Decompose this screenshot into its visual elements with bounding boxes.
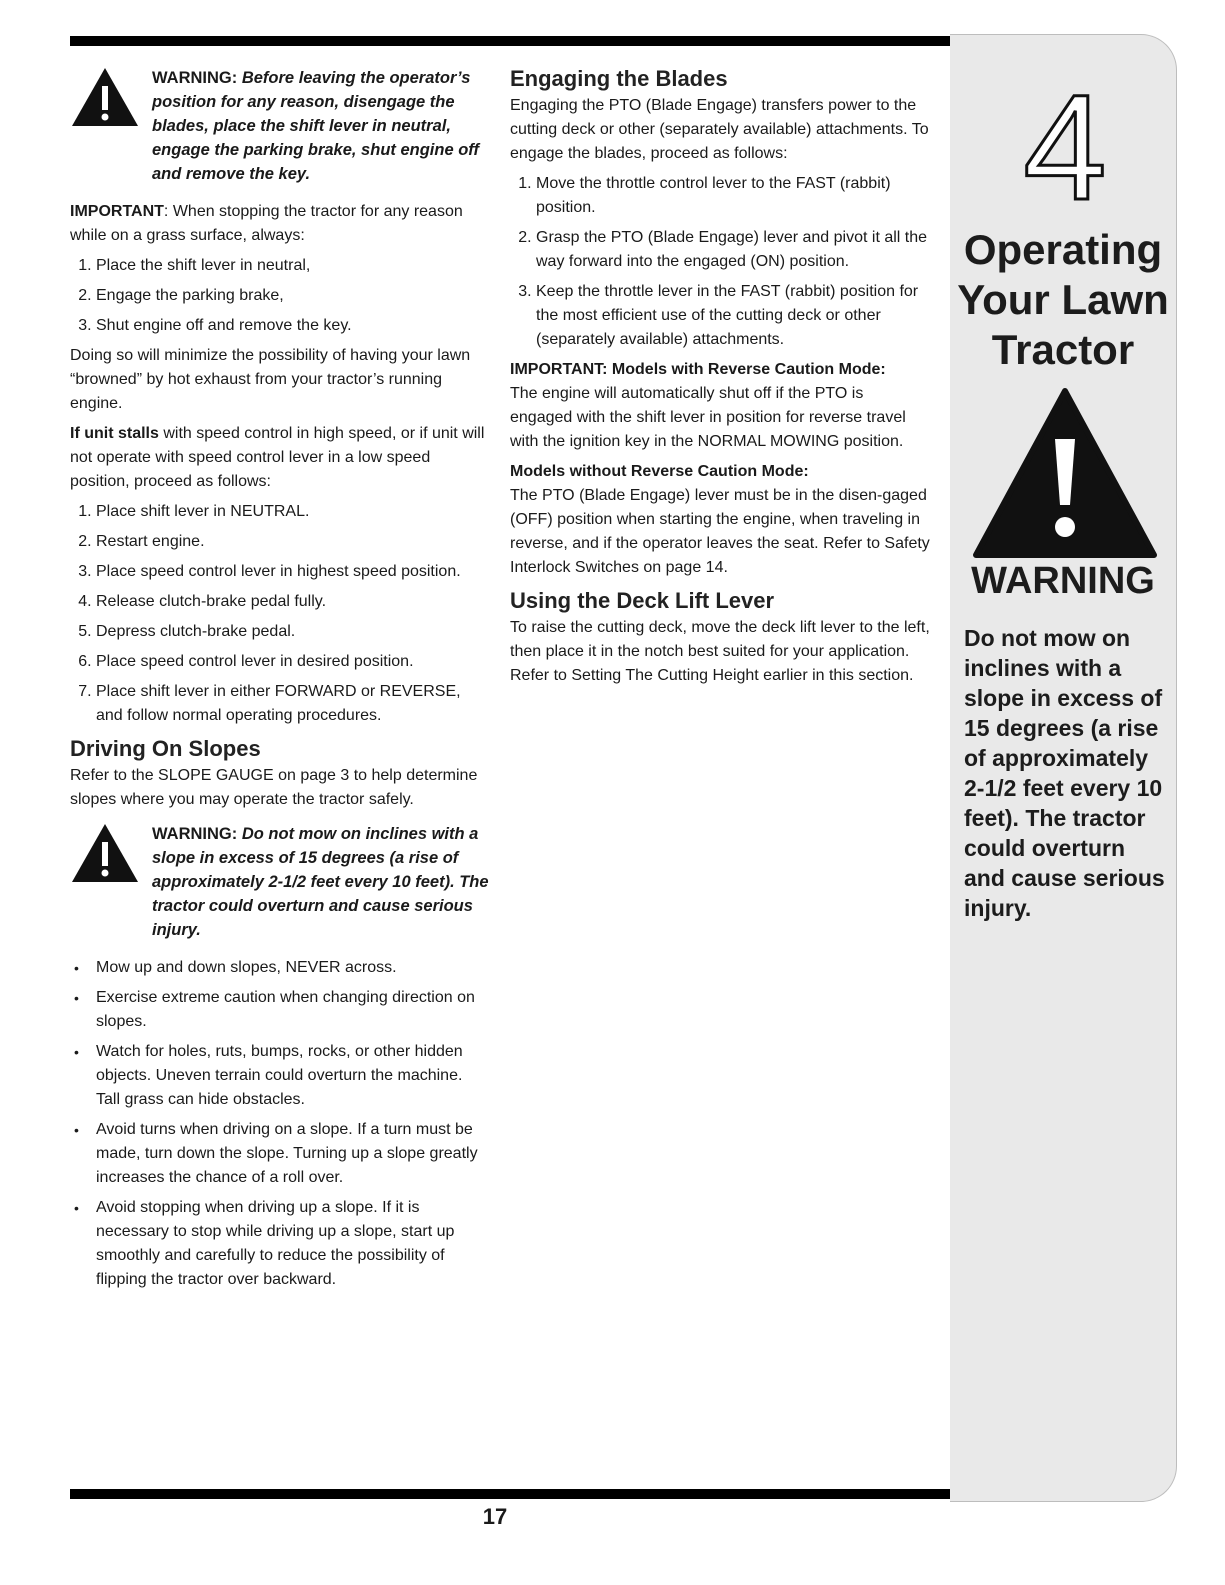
list-item: 2. Grasp the PTO (Blade Engage) lever and pivot it all the way forward into the engaged (ON) position.: [536, 226, 930, 274]
sidebar-warning-text: Do not mow on inclines with a slope in excess of 15 degrees (a rise of approximately 2-1/2 feet every 10 feet). The tractor could overturn and cause serious injury.: [964, 625, 1165, 921]
list-item: 5. Depress clutch-brake pedal.: [96, 620, 490, 644]
list-item: • Mow up and down slopes, NEVER across.: [96, 956, 490, 980]
list-item: • Avoid stopping when driving up a slope. If it is necessary to stop while driving up a slope, start up smoothly and carefully to reduce the possibility of flipping the tractor over backward.: [96, 1196, 490, 1292]
list-item: 7. Place shift lever in either FORWARD or REVERSE, and follow normal operating procedures.: [96, 680, 490, 728]
warning-label: WARNING:: [152, 825, 238, 843]
engaging-steps-list: [510, 172, 930, 352]
section-heading-deck-lift: Using the Deck Lift Lever: [510, 588, 775, 613]
list-item: 3. Shut engine off and remove the key.: [96, 314, 490, 338]
chapter-sidebar: [950, 34, 1177, 1502]
section-heading-driving-slopes: Driving On Slopes: [70, 736, 261, 761]
chapter-number-4: [1016, 73, 1114, 221]
list-item: 2. Restart engine.: [96, 530, 490, 554]
list-item: 4. Release clutch-brake pedal fully.: [96, 590, 490, 614]
chapter-title-line: Operating: [963, 226, 1163, 273]
slope-bullets-list: [70, 956, 490, 1292]
top-rule: [70, 36, 950, 46]
chapter-title-line: Tractor: [991, 326, 1135, 373]
warning-message: Do not mow on inclines with a slope in excess of 15 degrees (a rise of approximately 2-1/2 feet every 10 feet). The tractor could overturn and cause serious injury.: [152, 825, 489, 939]
important-reverse-title: [510, 358, 930, 382]
stop-steps-list: [70, 254, 490, 338]
unit-stalls-label: If unit stalls: [70, 425, 159, 442]
list-item: 1. Place shift lever in NEUTRAL.: [96, 500, 490, 524]
warning-text: [152, 66, 490, 186]
list-item: • Avoid turns when driving on a slope. If a turn must be made, turn down the slope. Turning up a slope greatly increases the chance of a roll over.: [96, 1118, 490, 1190]
list-item: • Watch for holes, ruts, bumps, rocks, or other hidden objects. Uneven terrain could overturn the machine. Tall grass can hide obstacles.: [96, 1040, 490, 1112]
list-item: 2. Engage the parking brake,: [96, 284, 490, 308]
warning-triangle-large-icon: [972, 387, 1158, 559]
important-note: [70, 200, 490, 248]
warning-message: Before leaving the operator’s position for any reason, disengage the blades, place the shift lever in neutral, engage the parking brake, shut engine off and remove the key.: [152, 69, 480, 183]
list-item: 3. Keep the throttle lever in the FAST (rabbit) position for the most efficient use of the cutting deck or other (separately available) attachments.: [536, 280, 930, 352]
sidebar-warning-title: WARNING: [971, 560, 1155, 602]
important-text: : When stopping the tractor for any reason while on a grass surface, always:: [70, 203, 463, 244]
warning-box-slopes: [70, 822, 490, 942]
warning-triangle-icon: [70, 822, 140, 884]
section-heading-engaging-blades: Engaging the Blades: [510, 66, 728, 91]
unit-stalls-text: with speed control in high speed, or if unit will not operate with speed control lever in a low speed position, proceed as follows:: [70, 425, 485, 490]
driving-slopes-intro: Refer to the SLOPE GAUGE on page 3 to help determine slopes where you may operate the tractor safely.: [70, 767, 478, 808]
chapter-title-line: Your Lawn: [957, 276, 1169, 323]
without-reverse-text: The PTO (Blade Engage) lever must be in the disen-gaged (OFF) position when starting the engine, when traveling in reverse, and if the operator leaves the seat. Refer to Safety Interlock Switches on page 14.: [510, 487, 930, 576]
chapter-title: [950, 225, 1176, 375]
right-column: [510, 66, 930, 694]
list-item: 6. Place speed control lever in desired position.: [96, 650, 490, 674]
important-label: IMPORTANT: [510, 361, 603, 378]
stall-steps-list: [70, 500, 490, 728]
engaging-intro: Engaging the PTO (Blade Engage) transfers power to the cutting deck or other (separately available) attachments. To engage the blades, proceed as follows:: [510, 97, 929, 162]
list-item: • Exercise extreme caution when changing direction on slopes.: [96, 986, 490, 1034]
warning-text: [152, 822, 490, 942]
page-number: 17: [482, 1504, 508, 1529]
unit-stalls-paragraph: [70, 422, 490, 494]
browned-paragraph: Doing so will minimize the possibility of having your lawn “browned” by hot exhaust from your tractor’s running engine.: [70, 347, 471, 412]
list-item: 1. Place the shift lever in neutral,: [96, 254, 490, 278]
important-title: : Models with Reverse Caution Mode:: [602, 361, 886, 378]
bottom-rule: [70, 1489, 950, 1499]
important-label: IMPORTANT: [70, 203, 164, 220]
svg-text:4: 4: [1023, 73, 1107, 221]
without-reverse-title: Models without Reverse Caution Mode:: [510, 463, 809, 480]
warning-label: WARNING:: [152, 69, 238, 87]
list-item: 1. Move the throttle control lever to the FAST (rabbit) position.: [536, 172, 930, 220]
important-reverse-text: The engine will automatically shut off if the PTO is engaged with the shift lever in position for reverse travel with the ignition key in the NORMAL MOWING position.: [510, 385, 906, 450]
left-column: [70, 66, 490, 1298]
list-item: 3. Place speed control lever in highest speed position.: [96, 560, 490, 584]
deck-lift-text: To raise the cutting deck, move the deck lift lever to the left, then place it in the notch best suited for your application. Refer to Setting The Cutting Height earlier in this section.: [510, 619, 930, 684]
warning-triangle-icon: [70, 66, 140, 128]
warning-box-operator: [70, 66, 490, 186]
